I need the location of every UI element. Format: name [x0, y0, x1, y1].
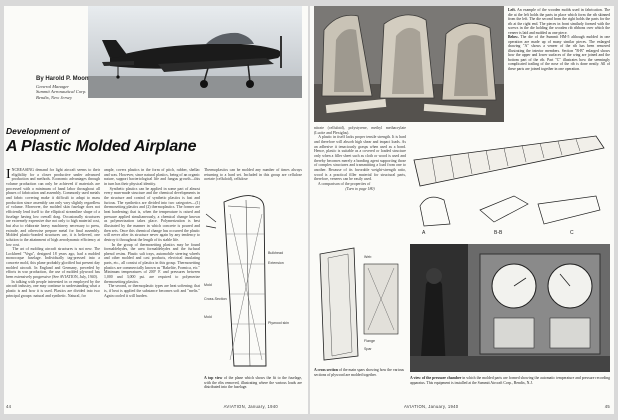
pressure-chamber-illustration [410, 244, 610, 372]
magazine-spread [4, 6, 614, 414]
cap2-text: The die of the Summit HM-5 although molded in one operation are made up of many similar pieces. The enlarged drawing "A" shows a veneer of the rib has been removed illustrating the interior members. Section "B-B" enlarged shows how the upper and lower surfaces of the wing are joined and the bottom part of the rib. Part "C" illustrates how the seemingly complicated trailing of the nose of the rib is done neatly. All of these parts are joined together in one operation. [508, 35, 611, 71]
left-footer [6, 404, 302, 409]
cap1-text: An example of the wooden molds used in fabrication. The die at the left holds the parts in place which form the rib skinned from the left. The die second from the right holds the parts for the rib at the right end. The pieces in front similarly formed with the screws in the die holding the wooden rib ribbons over which the veneer is laid and molded as one piece. [508, 8, 611, 35]
wing-label-a: A [422, 230, 426, 236]
molds-illustration [314, 6, 504, 122]
left-body-column-3: Thermoplastics can be molded any number of times always returning to a hard set. Included in this group are cellulose acetate (celluloid), cellulose [204, 168, 303, 182]
spar-label-flange: Flange [364, 339, 375, 343]
kicker: Development of [6, 126, 70, 136]
diagram-label-cross-section: Cross-Section [204, 297, 227, 301]
diagram-caption-text: of the plane which shows the fit to the fuselage, with the ribs removed, illustrating where the various loads are distributed into the fuselage. [204, 376, 303, 389]
right-footer-text: AVIATION, January, 1940 [404, 404, 459, 409]
right-footer [314, 404, 610, 409]
spar-label-spar: Spar [364, 347, 372, 351]
spar-cross-section-diagram [314, 244, 406, 364]
diagram-label-bulkhead: Bulkhead [268, 251, 283, 255]
right-body-text: nitrate (celluloid), polystyrene, methyl methacrylate (Lucite and Plexiglas). A plastic in itself lacks proper tensile strength. It is hard and therefore will absorb high shear and impact loads. As an adhesive it tenaciously grasps when used as a bond. Hence, plastic is suitable as a covered or loaded structure only when a filler sheet such as cloth or wood is used and thereby becomes merely a bonding agent supporting those of complex structures and transmitting a load from one to another. Because of its favorable weight-strength ratio, wood is a practical filler material for structural parts, therefore, veneers can be easily used. A comparison of the properties of [314, 126, 407, 186]
byline [36, 76, 106, 100]
diagram-label-mold-2: Mold [204, 315, 212, 319]
airplane-photo [88, 6, 302, 98]
left-body-column-1 [6, 168, 100, 404]
diagram-caption [204, 376, 302, 390]
left-page-number: 44 [6, 404, 12, 409]
spar-caption-text: of the main spars showing how the various sections of plywood are molded together. [314, 368, 405, 377]
spar-label-web: Web [364, 255, 372, 259]
airplane-illustration [88, 6, 302, 98]
drop-cap: I [6, 167, 11, 182]
chamber-caption-lead: A view of the pressure chamber [410, 376, 462, 380]
wing-structure-diagram [410, 126, 610, 238]
cap2-lead: Below. [508, 35, 519, 39]
cap1-lead: Left. [508, 8, 516, 12]
diagram-label-plywood: Plywood skin [268, 321, 289, 325]
page-title: A Plastic Molded Airplane [6, 138, 197, 155]
chamber-caption [410, 376, 610, 385]
wing-label-c: C [570, 230, 574, 236]
left-body-column-2: ample, covers plastics in the form of pitch, rubber, shellac and wax. However, since natural plastics, being of an organic nature, support bacteriological life and fungus growth—this in turn has their physical identity. Synthetic plastics can be applied in some part of almost every man-made structure and the chemical developments in the structure and control of synthetic plastics is fast and furious. The synthetics are divided into two categories—(1) thermosetting plastics and (2) thermoplastics. The former are heat hardening; that is, when the temperature is raised and pressure applied simultaneously, a chemical change known as polymerization takes place. Polymerization is best illustrated by the manner in which concrete is poured and then sets. Once this chemical change has occurred the plastic will never after its structure never again by any tendency to destroy it throughout the length of its stable life. In the group of thermosetting plastics may be found formaldehydes, the urea formaldehydes and the furfural phenol resins. Plastic salt trays, automobile steering wheels and other molded and cast products, electrical insulating parts, etc., all consist of plastics in this group. Thermosetting plastics are commercially known as "Bakelite, Formica, etc." Minimum temperatures of 200° F. and pressures between 1,000 and 3,000 psi. are required to polymerize thermosetting plastics. The second, or thermoplastic types are heat softening; that is, if heat is applied the substance becomes soft and "melts." Again cooled it will harden. [104, 168, 201, 298]
diagram-label-mold: Mold [204, 283, 212, 287]
left-page [4, 6, 308, 414]
continued-note: (Turn to page 180) [345, 186, 375, 191]
diagram-caption-lead: A top view [204, 376, 223, 380]
right-page-number: 45 [604, 404, 610, 409]
right-caption-top [508, 8, 610, 71]
right-body-column [314, 126, 406, 238]
left-col1-text: NCREASING demand for light aircraft seems to their eligibility for a closer productive under advanced production and methods. Economic advantages through volume production can only be achieved if materials are processed with a minimum of hand labor throughout all phases of fabrication and assembly. Commonly used metals and fabric covering make it difficult to adapt to mass production since assembly can only vary slightly regardless of volume. Moreover, the molded skin fuselage does not efficiently lend itself to the elliptical streamline shape of a fuselage having low overall drag. Occasionally structures are extremely expensive due not only to high material cost, but also to elaborate heavy machinery necessary to press, extrude, and otherwise prepare metal for final assembly. Molded plastic-bonded structures are, it is believed, one solution to the attainment of high aerodynamic efficiency at low cost. The art of molding aircraft structures is not new. The Lockheed "Vega", designed 18 years ago, had a molded monocoque fuselage. Individually tag-pressed into a concrete mold, this plane probably glorified but present day molded aircraft. In England and Germany, preceded by efforts in war production, the use of molded plywood has been extensively progressive (See AVIATION, July, 1940). In talking with people interested in or employed by the aircraft industry, one may continue to understanding what a plastic is and how it is used. Plastics are divided into two principal groups: natural and synthetic. Natural, for [6, 168, 101, 298]
fuselage-structure-drawing [204, 194, 304, 372]
byline-role: General Manager Summit Aeronautical Corp. Bendix, New Jersey [36, 84, 87, 100]
pressure-chamber-photo [410, 244, 610, 372]
right-page [310, 6, 614, 414]
spar-drawing [314, 244, 406, 364]
chamber-caption-text: in which the molded parts are formed showing the automatic temperature and pressure recording apparatus. This equipment is installed at the Summit Aircraft Corp., Bendix, N.J. [410, 376, 611, 385]
spar-caption [314, 368, 404, 377]
left-footer-text: AVIATION, January, 1940 [223, 404, 278, 409]
spar-caption-lead: A cross section [314, 368, 338, 372]
wooden-molds-photo [314, 6, 504, 122]
byline-name: By Harold P. Moon [36, 76, 89, 82]
wing-label-bb: B-B [494, 230, 503, 236]
diagram-label-extension: Extension [268, 261, 284, 265]
fuselage-diagram [204, 194, 304, 372]
wing-ribs-drawing [410, 126, 610, 238]
